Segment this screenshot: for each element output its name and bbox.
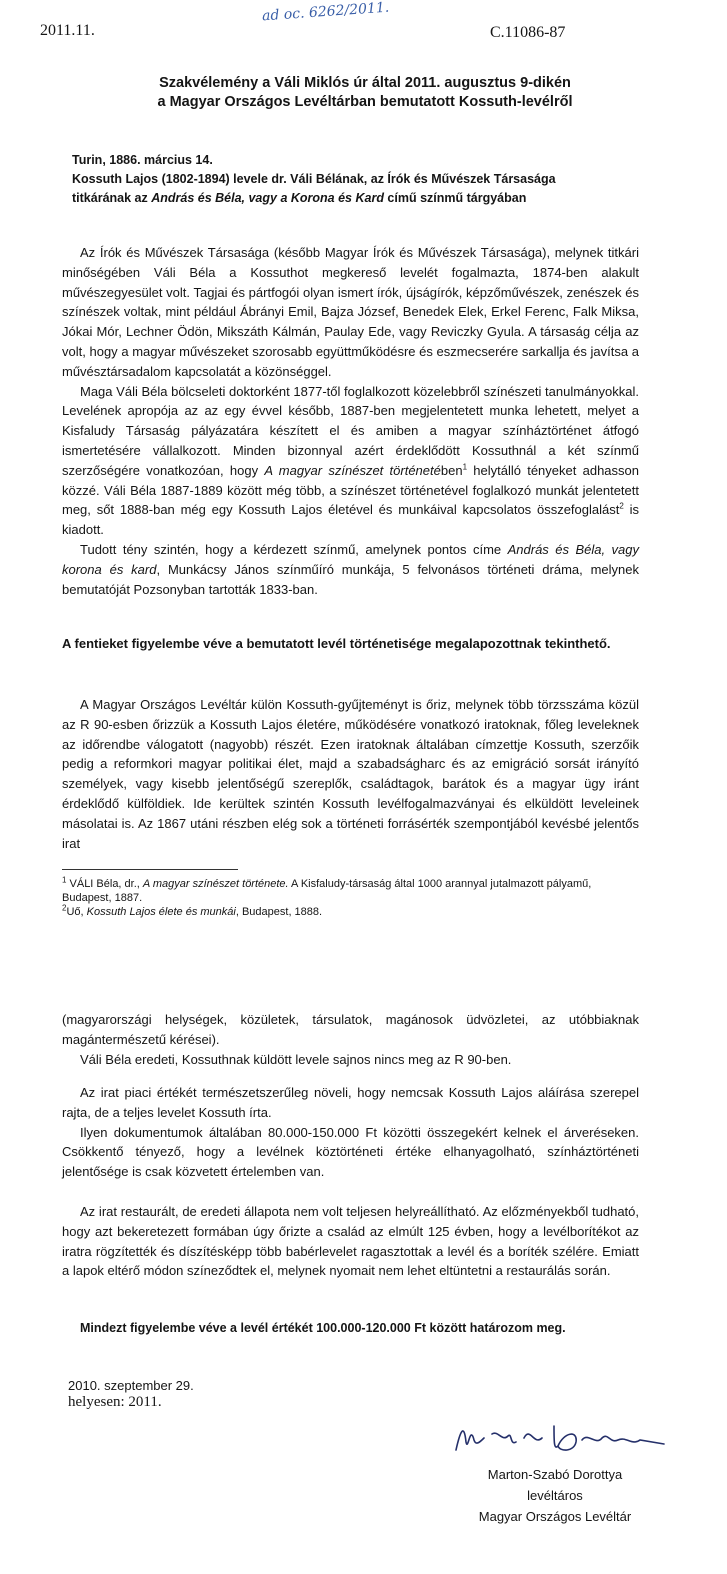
footnote-1-b: A Kisfaludy-társaság által 1000 arannyal jutalmazott pályamű, Budapest, 1887. <box>62 878 592 904</box>
footnote-2-title: Kossuth Lajos élete és munkái <box>86 906 236 918</box>
footnote-ref-1[interactable]: 1 <box>462 462 468 472</box>
paragraph-3 <box>62 540 639 599</box>
footnote-2-number: 2 <box>62 903 67 913</box>
subject-line-3-prefix: titkárának az <box>72 191 152 205</box>
signatory-institution: Magyar Országos Levéltár <box>478 1509 632 1524</box>
footnote-1-title: A magyar színészet története. <box>142 878 289 890</box>
paragraph-2-book-title: A magyar színészet történeté <box>264 462 441 478</box>
conclusion-valuation: Mindezt figyelembe véve a levél értékét 100.000-120.000 Ft között határozom meg. <box>80 1321 566 1335</box>
document-title <box>60 74 670 112</box>
footnote-2 <box>62 905 642 919</box>
paragraph-4-text: A Magyar Országos Levéltár külön Kossuth-gyűjteményt is őriz, melynek több törzsszáma közül az R 90-esben őrizzük a Kossuth Lajos életére, működésére vonatkozó iratoknak, főleg leveleknek az időrendbe válogatott (nagyobb) részét. Ezen iratoknak általában címzettje Kossuth, szerzőik pedig a reformkori magyar politikai élet, majd a szabadságharc és az emigráció sorsát irányító személyek, vagy kisebb jelentőségű szereplők, családtagok, barátok és a magyar ügy iránt érdeklődő külföldiek. Ide kerültek szintén Kossuth levélfogalmazványai és elküldött leveleinek másolatai is. Az 1867 utáni részben elég sok a történeti forrásérték szempontjából kevésbé jelentős irat <box>62 697 639 851</box>
signatory-role: levéltáros <box>527 1488 583 1503</box>
footnote-1 <box>62 877 642 905</box>
paragraph-2-c: helytálló tényeket adhasson közzé. Váli Béla 1887-1889 között még több, a színészet történetével foglalkozó munkát jelentetett meg, sőt 1888-ban még egy Kossuth Lajos életével és munkáival kapcsolatos összefoglalást <box>62 462 639 518</box>
subject-line-3 <box>72 189 652 208</box>
paragraph-3-b: , Munkácsy János színműíró munkája, 5 felvonásos történeti dráma, melynek bemutatóját Pozsonyban tartották 1833-ban. <box>62 561 639 597</box>
footnote-1-a: VÁLI Béla, dr., <box>69 878 143 890</box>
subject-block <box>72 151 652 208</box>
handwritten-reference: ad oc. 6262/2011. <box>261 0 390 25</box>
paragraph-4-continued: (magyarországi helységek, közületek, társulatok, magánosok üdvözletei, az utóbbiaknak magántermészetű kérései). <box>62 1012 639 1047</box>
paragraph-2 <box>62 382 639 540</box>
paragraph-6: Az irat piaci értékét természetszerűleg növeli, hogy nemcsak Kossuth Lajos aláírása szerepel rajta, de a teljes levelet Kossuth írta. <box>62 1085 639 1120</box>
subject-line-2: Kossuth Lajos (1802-1894) levele dr. Váli Bélának, az Írók és Művészek Társasága <box>72 172 556 186</box>
page-break <box>0 960 727 1000</box>
signatory-name: Marton-Szabó Dorottya <box>487 1467 623 1482</box>
signature-scribble <box>450 1412 670 1462</box>
body-upper <box>62 243 639 599</box>
document-date: 2010. szeptember 29. <box>68 1378 194 1393</box>
paragraph-2-d: is kiadott. <box>62 502 639 538</box>
paragraph-8: Az irat restaurált, de eredeti állapota nem volt teljesen helyreállítható. Az előzményekből tudható, hogy azt bekeretezett formában úgy őrizte a család az elmúlt 125 évben, hogy a levélborítékot az iratra rögzítették és díszítésképp több babérlevelet ragasztottak a levél és a boríték szélére. Emiatt a lapok eltérő módon színeződtek el, melynek nyomait nem lehet eltüntetni a restaurálás során. <box>62 1204 639 1279</box>
footnote-2-b: , Budapest, 1888. <box>235 906 323 918</box>
footnotes <box>62 877 642 919</box>
paragraph-3-play-title: András és Béla, vagy korona és kard <box>62 541 640 577</box>
paragraph-1: Az Írók és Művészek Társasága (később Magyar Írók és Művészek Társasága), melynek titkári minőségében Váli Béla a Kossuthot megkereső levelét fogalmazta, 1874-ben alakult művészegyesület volt. Tagjai és pártfogói olyan ismert írók, újságírók, képzőművészek, zenészek és színészek voltak, mint például Ábrányi Emil, Bajza József, Benedek Elek, Erkel Ferenc, Falk Miksa, Jókai Mór, Lechner Ödön, Mikszáth Kálmán, Paulay Ede, vagy Reviczky Gyula. A társaság célja az volt, hogy a magyar művészeket szorosabb együttműködésre és eszmecserére sarkallja és javítsa a művésztársadalom kapcsolatát a közönséggel. <box>62 245 639 379</box>
footnote-1-number: 1 <box>62 875 67 885</box>
title-line-2: a Magyar Országos Levéltárban bemutatott Kossuth-levélről <box>157 94 573 110</box>
subject-line-3-suffix: című színmű tárgyában <box>383 191 527 205</box>
signatory-block <box>440 1464 670 1527</box>
footnote-ref-2[interactable]: 2 <box>619 502 624 512</box>
date-correction: helyesen: 2011. <box>68 1394 162 1410</box>
paragraph-5: Váli Béla eredeti, Kossuthnak küldött levele sajnos nincs meg az R 90-ben. <box>80 1051 512 1067</box>
subject-play-title: András és Béla, vagy a Korona és Kard <box>151 191 384 205</box>
paragraph-6-block <box>62 1083 639 1182</box>
footnote-divider <box>62 869 238 870</box>
header-date-stamp: 2011.11. <box>40 22 95 39</box>
paragraph-8-block <box>62 1202 639 1281</box>
paragraph-3-a: Tudott tény szintén, hogy a kérdezett színmű, amelynek pontos címe <box>80 541 508 557</box>
paragraph-4 <box>62 695 639 853</box>
paragraph-2-b: ben <box>440 462 463 478</box>
paragraph-7: Ilyen dokumentumok általában 80.000-150.000 Ft közötti összegekért kelnek el árveréseken. Csökkentő tényező, hogy a levélnek köztörténeti értéke elhanyagolható, színháztörténeti jelentősége is csak közvetett értelemben van. <box>62 1124 639 1180</box>
body-lower <box>62 1010 639 1069</box>
paragraph-2-a: Maga Váli Béla bölcseleti doktorként 1877-től foglalkozott közelebbről színészeti tanulmányokkal. Levelének apropója az az egy évvel később, 1887-ben megjelentetett munka lehetett, melyet a Kisfaludy Társaság pályázatára készített el és amiben a magyar színháztörténet átfogó ismertetésére vállalkozott. Minden bizonnyal azért érdeklődött Kossuthnál a két színmű szerzőségére vonatkozóan, hogy <box>62 383 639 478</box>
conclusion-historicity: A fentieket figyelembe véve a bemutatott levél történetisége megalapozottnak tekinthető. <box>62 636 611 651</box>
reference-number: C.11086-87 <box>490 24 566 41</box>
title-line-1: Szakvélemény a Váli Miklós úr által 2011. augusztus 9-dikén <box>159 75 571 91</box>
footnote-2-a: Uő, <box>66 906 87 918</box>
subject-place-date: Turin, 1886. március 14. <box>72 153 213 167</box>
